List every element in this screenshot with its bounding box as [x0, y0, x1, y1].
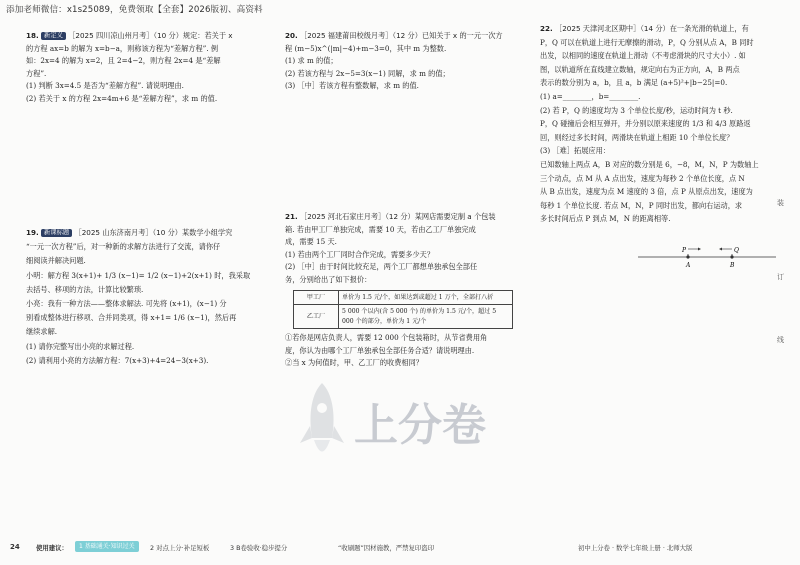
q22-line4: 图，以轨道所在直线建立数轴，规定向右为正方向，A，B 两点	[540, 64, 740, 74]
q19-line1: ［2025 山东济南月考］（10 分）某数学小组学究	[74, 228, 233, 237]
margin-mark: 线	[777, 336, 784, 344]
q19-line9: (1) 请你完整写出小亮的求解过程.	[26, 341, 135, 351]
question-22	[540, 22, 776, 226]
q20-line2: 程 (m−5)x^(|m|−4)+m−3=0，其中 m 为整数.	[285, 43, 447, 53]
question-19	[26, 226, 276, 368]
q22-line15: 多长时间后点 P 到点 M，N 的距离相等.	[540, 214, 671, 224]
table-cell-price: 5 000 个以内(含 5 000 个) 的单价为 1.5 元/个，超过 5 000 个的部分，单价为 1 元/个	[339, 305, 513, 329]
q19-line7: 别看成整体进行移项、合并同类项，得 x+1= 1/6 (x−1)，然后再	[26, 313, 237, 323]
top-note: 添加老师微信：x1s25089，免费领取【全套】2026版初、高资料	[6, 5, 263, 15]
q18-number: 18.	[26, 31, 39, 40]
q21-line6: 务，分别给出了如下报价：	[285, 274, 372, 284]
question-20	[285, 30, 525, 93]
step-3: 3 B卷验收·稳步提分	[230, 544, 288, 552]
q21-line1: ［2025 河北石家庄月考］（12 分）某网店需要定制 a 个包装	[300, 212, 496, 221]
q20-line5: (3) ［中］若该方程有整数解，求 m 的值.	[285, 81, 419, 91]
q22-line2: P，Q 可以在轨道上进行无摩擦的滑动，P，Q 分别从点 A，B 同时	[540, 37, 754, 47]
q20-line3: (1) 求 m 的值；	[285, 56, 338, 66]
margin-mark: 订	[777, 273, 784, 281]
footer-book-title: 初中上分卷 · 数学七年级上册 · 北师大版	[578, 544, 693, 552]
q18-line1: ［2025 四川凉山州月考］（10 分）规定：若关于 x	[68, 31, 233, 40]
q18-line3: 如：2x=4 的解为 x=2，且 2=4−2，则方程 2x=4 是“差解	[26, 56, 221, 66]
label-a: A	[686, 262, 691, 269]
q22-line8: P，Q 碰撞后会相互弹开，并分别以原来速度的 1/3 和 4/3 原路返	[540, 119, 751, 129]
q22-line1: ［2025 天津河北区期中］（14 分）在一条光滑的轨道上，有	[555, 24, 749, 33]
page-footer	[0, 534, 800, 565]
brand-logo	[292, 368, 507, 468]
q18-line5: (1) 判断 3x=4.5 是否为“差解方程”. 请说明理由.	[26, 81, 184, 91]
q19-line3: 细阅读并解决问题.	[26, 256, 86, 266]
logo-text: 上分卷	[354, 400, 486, 451]
q20-line4: (2) 若该方程与 2x−5=3(x−1) 同解，求 m 的值；	[285, 68, 450, 78]
q21-number: 21.	[285, 212, 298, 221]
q21-sub1b: 度，你认为由哪个工厂单独承包全部任务合适？请说明理由.	[285, 345, 475, 355]
q18-line2: 的方程 ax=b 的解为 x=b−a，则称该方程为“差解方程”. 例	[26, 43, 219, 53]
q21-line3: 成，需要 15 天.	[285, 237, 337, 247]
q19-line2: “一元一次方程”后，对一种新的求解方法进行了交流，请你仔	[26, 242, 221, 252]
q19-line4: 小明：解方程 3(x+1)+ 1/3 (x−1)= 1/2 (x−1)+2(x+1) 时，我采取	[26, 270, 251, 280]
q22-line10: (3) ［难］拓展应用：	[540, 146, 610, 156]
q19-badge: 新课标题	[41, 229, 72, 237]
q19-line10: (2) 请利用小亮的方法解方程：7(x+3)+4=24−3(x+3).	[26, 355, 209, 365]
margin-mark: 装	[777, 199, 784, 207]
table-cell-factory: 甲工厂	[294, 290, 339, 305]
step-2: 2 对点上分·补足短板	[150, 544, 210, 552]
price-table	[293, 290, 513, 330]
q22-line3: 出发，以相同的速度在轨道上滑动（不考虑滑块的尺寸大小）. 如	[540, 51, 746, 61]
table-row	[294, 305, 513, 329]
q19-line5: 去括号、移项的方法，计算比较繁琐.	[26, 284, 144, 294]
table-row	[294, 290, 513, 305]
q22-line9: 回，则经过多长时间，两滑块在轨道上相距 10 个单位长度？	[540, 132, 734, 142]
q22-line12: 三个动点，点 M 从 A 点出发，速度为每秒 2 个单位长度，点 N	[540, 173, 745, 183]
page-number: 24	[10, 543, 20, 551]
label-p: P	[682, 247, 687, 254]
q20-line1: ［2025 福建莆田校级月考］（12 分）已知关于 x 的一元一次方	[300, 31, 503, 40]
q22-line13: 从 B 点出发，速度为点 M 速度的 3 倍，点 P 从原点出发，速度为	[540, 187, 753, 197]
q21-sub1a: ①若你是网店负责人，需要 12 000 个包装箱时，从节省费用角	[285, 333, 488, 343]
q19-line6: 小亮：我有一种方法——整体求解法. 可先将 (x+1)，(x−1) 分	[26, 299, 227, 309]
q22-line14: 每秒 1 个单位长度. 若点 M，N，P 同时出发，都向右运动，求	[540, 200, 743, 210]
q22-line7: (2) 若 P，Q 的速度均为 3 个单位长度/秒，运动时间为 t 秒.	[540, 105, 733, 115]
q22-line11: 已知数轴上两点 A，B 对应的数分别是 6，−8，M，N，P 为数轴上	[540, 159, 759, 169]
q18-line4: 方程”.	[26, 68, 47, 78]
q20-number: 20.	[285, 31, 298, 40]
q18-line6: (2) 若关于 x 的方程 2x=4m+6 是“差解方程”，求 m 的值.	[26, 93, 218, 103]
q21-line2: 箱. 若由甲工厂单独完成，需要 10 天，若由乙工厂单独完成	[285, 224, 476, 234]
usage-advice: 使用建议：	[36, 544, 68, 552]
number-line-figure	[636, 242, 778, 272]
label-q: Q	[734, 247, 739, 254]
step-1: 1 基础通关·知识过关	[75, 541, 139, 552]
table-cell-price: 单价为 1.5 元/个，如果达到或超过 1 万个，全部打八折	[339, 290, 513, 305]
question-18	[26, 30, 276, 106]
label-b: B	[730, 262, 735, 269]
question-21	[285, 211, 525, 370]
q21-line4: (1) 若由两个工厂同时合作完成，需要多少天？	[285, 249, 435, 259]
q22-line5: 表示的数分别为 a，b，且 a，b 满足 (a+5)²+|b−25|=0.	[540, 78, 728, 88]
table-cell-factory: 乙工厂	[294, 305, 339, 329]
footer-slogan: “收刷题”因材施教，严禁复印盗印	[338, 544, 435, 552]
q19-line8: 继续求解.	[26, 327, 58, 337]
q22-number: 22.	[540, 24, 553, 33]
q18-badge: 新定义	[41, 32, 66, 40]
q21-line5: (2) ［中］由于时间比较充足，两个工厂都想单独承包全部任	[285, 262, 478, 272]
q19-number: 19.	[26, 228, 39, 237]
q22-line6: (1) a=________，b=________.	[540, 91, 641, 101]
q21-sub2: ②当 x 为何值时，甲、乙工厂的收费相同？	[285, 358, 423, 368]
